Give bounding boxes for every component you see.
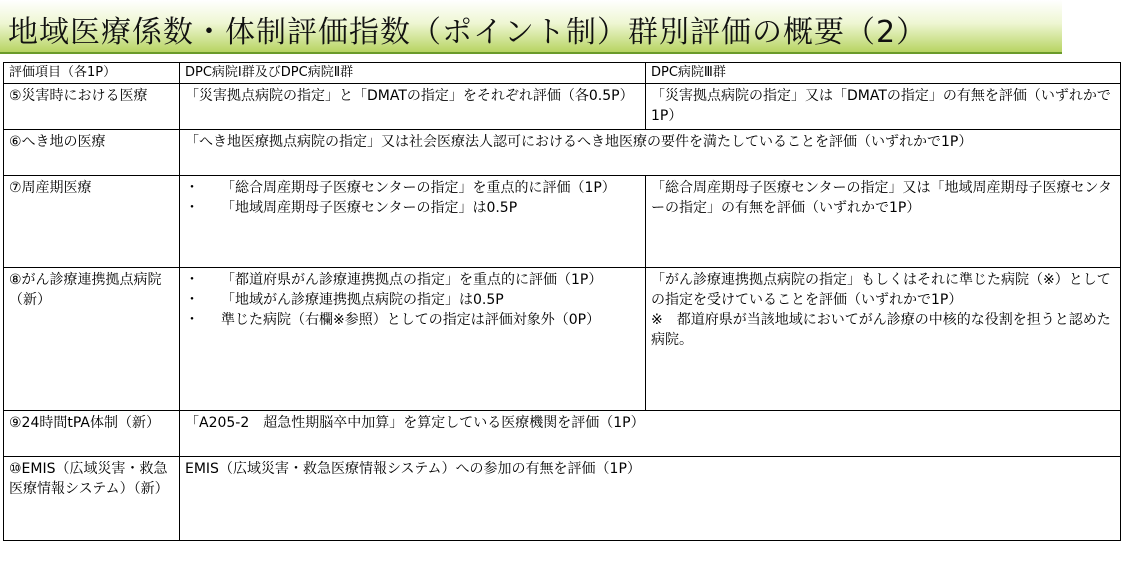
header-group3: DPC病院Ⅲ群 [646, 63, 1121, 84]
row8-group3 [646, 268, 1121, 411]
table-row [4, 84, 1121, 130]
row6-item: ⑥へき地の医療 [4, 130, 180, 176]
row9-item: ⑨24時間tPA体制（新） [4, 411, 180, 457]
list-item: ・ 「総合周産期母子医療センターの指定」を重点的に評価（1P） [185, 178, 640, 198]
row5-group3: 「災害拠点病院の指定」又は「DMATの指定」の有無を評価（いずれかで1P） [646, 84, 1121, 130]
row8-group3-text: 「がん診療連携拠点病院の指定」もしくはそれに準じた病院（※）としての指定を受けていることを評価（いずれかで1P） [651, 272, 1111, 308]
list-item: ・ 「都道府県がん診療連携拠点の指定」を重点的に評価（1P） [185, 270, 640, 290]
row10-item: ⑩EMIS（広域災害・救急医療情報システム）（新） [4, 457, 180, 541]
evaluation-table [3, 62, 1121, 541]
table-row [4, 130, 1121, 176]
list-item: ・ 「地域がん診療連携拠点病院の指定」は0.5P [185, 290, 640, 310]
table-row [4, 176, 1121, 268]
row6-merged: 「へき地医療拠点病院の指定」又は社会医療法人認可におけるへき地医療の要件を満たしていることを評価（いずれかで1P） [180, 130, 1121, 176]
row10-merged: EMIS（広域災害・救急医療情報システム）への参加の有無を評価（1P） [180, 457, 1121, 541]
title-bar [0, 0, 1062, 54]
header-item: 評価項目（各1P） [4, 63, 180, 84]
row5-item: ⑤災害時における医療 [4, 84, 180, 130]
row8-bullet-list [185, 270, 640, 330]
row9-merged: 「A205-2 超急性期脳卒中加算」を算定している医療機関を評価（1P） [180, 411, 1121, 457]
row7-group3: 「総合周産期母子医療センターの指定」又は「地域周産期母子医療センターの指定」の有無を評価（いずれかで1P） [646, 176, 1121, 268]
table-row [4, 268, 1121, 411]
row5-group12: 「災害拠点病院の指定」と「DMATの指定」をそれぞれ評価（各0.5P） [180, 84, 646, 130]
row8-group12 [180, 268, 646, 411]
row7-bullet-list [185, 178, 640, 218]
row7-item: ⑦周産期医療 [4, 176, 180, 268]
table-header-row [4, 63, 1121, 84]
row8-group3-note: ※ 都道府県が当該地域においてがん診療の中核的な役割を担うと認めた病院。 [651, 312, 1111, 348]
table-row [4, 457, 1121, 541]
header-group12: DPC病院Ⅰ群及びDPC病院Ⅱ群 [180, 63, 646, 84]
page-title: 地域医療係数・体制評価指数（ポイント制）群別評価の概要（2） [8, 15, 928, 50]
table-row [4, 411, 1121, 457]
list-item: ・ 「地域周産期母子医療センターの指定」は0.5P [185, 198, 640, 218]
row7-group12 [180, 176, 646, 268]
row8-item: ⑧がん診療連携拠点病院（新） [4, 268, 180, 411]
list-item: ・ 準じた病院（右欄※参照）としての指定は評価対象外（0P） [185, 310, 640, 330]
